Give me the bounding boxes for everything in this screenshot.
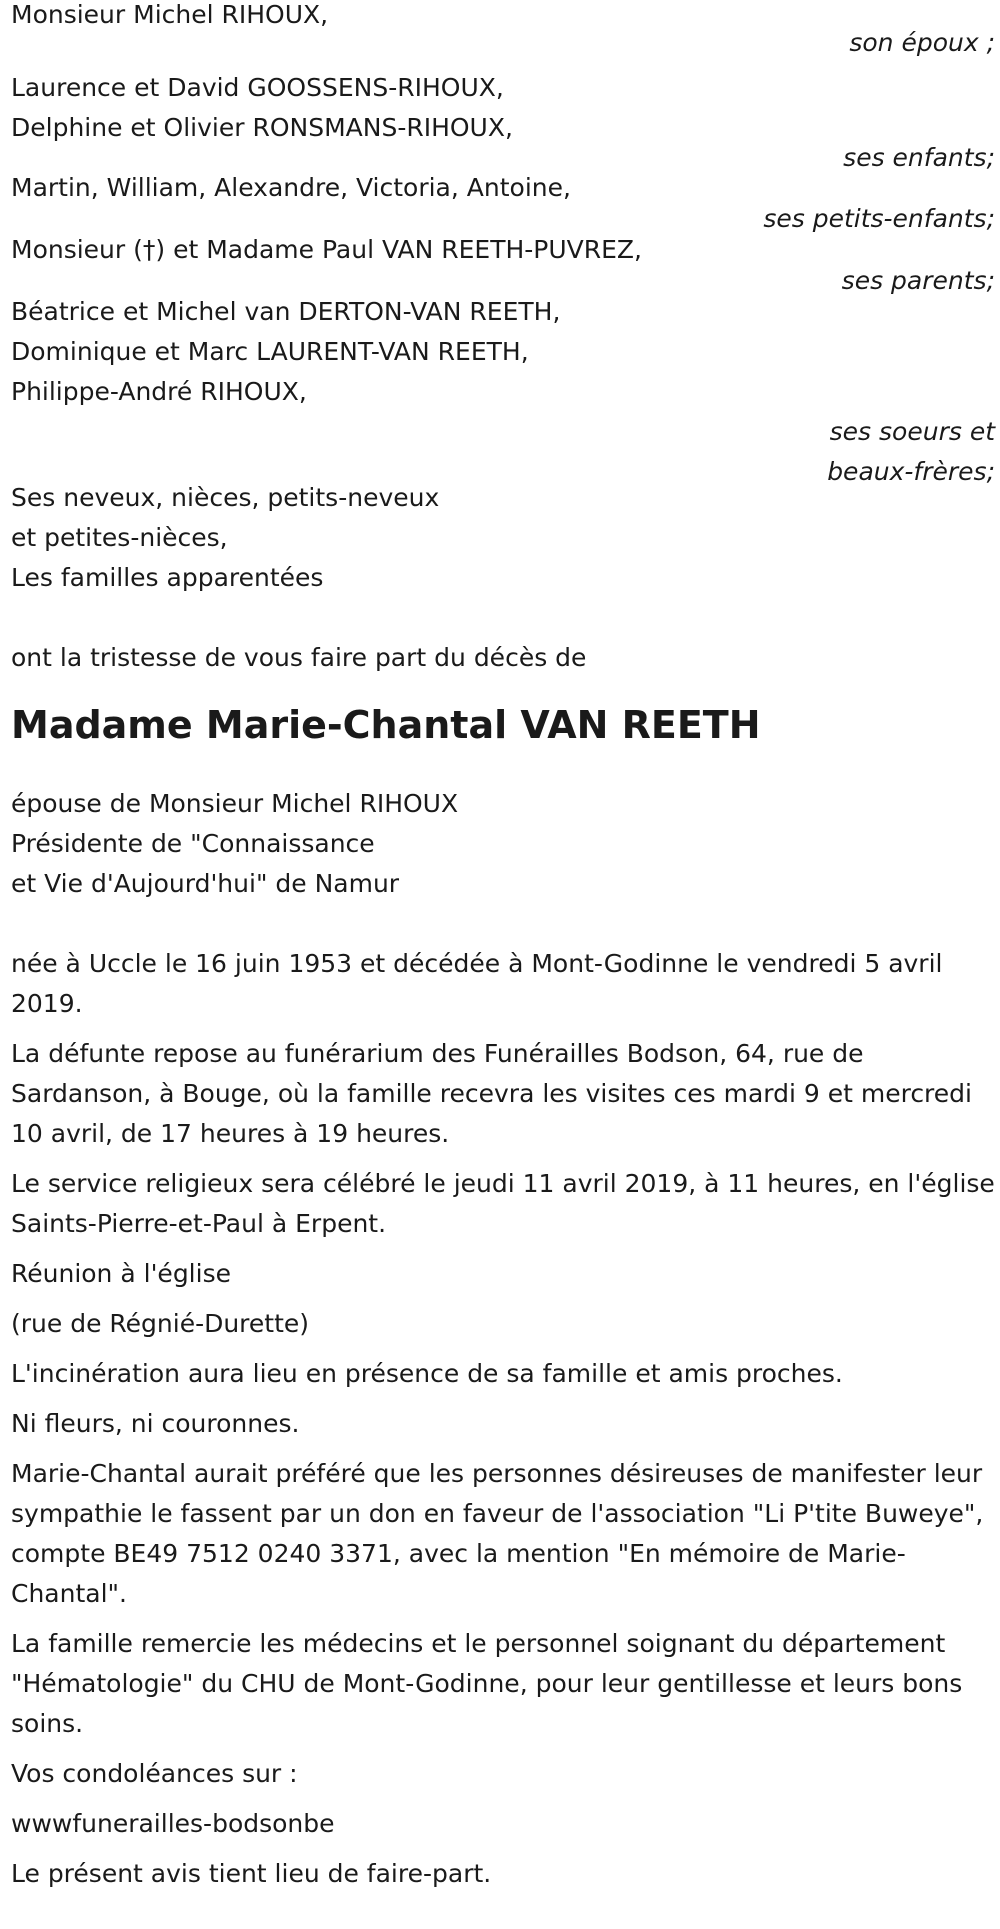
parents-names: Monsieur (†) et Madame Paul VAN REETH-PUVREZ,	[11, 235, 643, 264]
siblings-role-line1: ses soeurs et	[829, 417, 995, 446]
family-group-children	[11, 68, 996, 172]
cremation-info: L'incinération aura lieu en présence de sa famille et amis proches.	[11, 1359, 843, 1388]
others-line: et petites-nièces,	[11, 523, 228, 552]
child-entry: Laurence et David GOOSSENS-RIHOUX,	[11, 73, 504, 102]
grandchildren-names: Martin, William, Alexandre, Victoria, Antoine,	[11, 173, 571, 202]
sibling-entry: Dominique et Marc LAURENT-VAN REETH,	[11, 337, 529, 366]
others-line: Ses neveux, nièces, petits-neveux	[11, 483, 440, 512]
husband-name: Monsieur Michel RIHOUX,	[11, 0, 329, 29]
description-line: épouse de Monsieur Michel RIHOUX	[11, 789, 459, 818]
description-line: et Vie d'Aujourd'hui" de Namur	[11, 869, 400, 898]
condolences-website: wwwfunerailles-bodsonbe	[11, 1809, 335, 1838]
funerarium-info: La défunte repose au funérarium des Funérailles Bodson, 64, rue de Sardanson, à Bouge, où la famille recevra les visites ces mardi 9 et mercredi 10 avril, de 17 heures à 19 heures.	[11, 1039, 972, 1148]
condolences-label: Vos condoléances sur :	[11, 1759, 298, 1788]
family-group-grandchildren	[11, 168, 996, 233]
siblings-role-line2: beaux-frères;	[827, 457, 995, 486]
parents-role: ses parents;	[841, 266, 995, 295]
no-flowers-info: Ni fleurs, ni couronnes.	[11, 1409, 300, 1438]
sibling-entry: Philippe-André RIHOUX,	[11, 377, 307, 406]
family-group-husband	[11, 0, 996, 56]
meeting-info: Réunion à l'église	[11, 1259, 231, 1288]
donation-info: Marie-Chantal aurait préféré que les personnes désireuses de manifester leur sympathie le fassent par un don en faveur de l'association "Li P'tite Buweye", compte BE49 7512 0240 3371, avec la mention "En mémoire de Marie-Chantal".	[11, 1459, 984, 1608]
family-group-siblings	[11, 292, 996, 486]
closing-note: Le présent avis tient lieu de faire-part.	[11, 1859, 492, 1888]
others-line: Les familles apparentées	[11, 563, 324, 592]
announcement-text: ont la tristesse de vous faire part du décès de	[11, 643, 587, 672]
deceased-description	[11, 784, 996, 904]
children-role: ses enfants;	[843, 143, 995, 172]
sibling-entry: Béatrice et Michel van DERTON-VAN REETH,	[11, 297, 561, 326]
birth-death-info: née à Uccle le 16 juin 1953 et décédée à Mont-Godinne le vendredi 5 avril 2019.	[11, 949, 943, 1018]
child-entry: Delphine et Olivier RONSMANS-RIHOUX,	[11, 113, 513, 142]
meeting-address: (rue de Régnié-Durette)	[11, 1309, 310, 1338]
thanks-info: La famille remercie les médecins et le personnel soignant du département "Hématologie" du CHU de Mont-Godinne, pour leur gentillesse et leurs bons soins.	[11, 1629, 963, 1738]
family-group-others	[11, 478, 996, 598]
husband-role: son époux ;	[849, 28, 995, 57]
deceased-name: Madame Marie-Chantal VAN REETH	[11, 703, 761, 747]
grandchildren-role: ses petits-enfants;	[763, 204, 995, 233]
family-group-parents	[11, 230, 996, 295]
description-line: Présidente de "Connaissance	[11, 829, 375, 858]
service-info: Le service religieux sera célébré le jeudi 11 avril 2019, à 11 heures, en l'église Saints-Pierre-et-Paul à Erpent.	[11, 1169, 995, 1238]
notice-details	[11, 944, 996, 1894]
